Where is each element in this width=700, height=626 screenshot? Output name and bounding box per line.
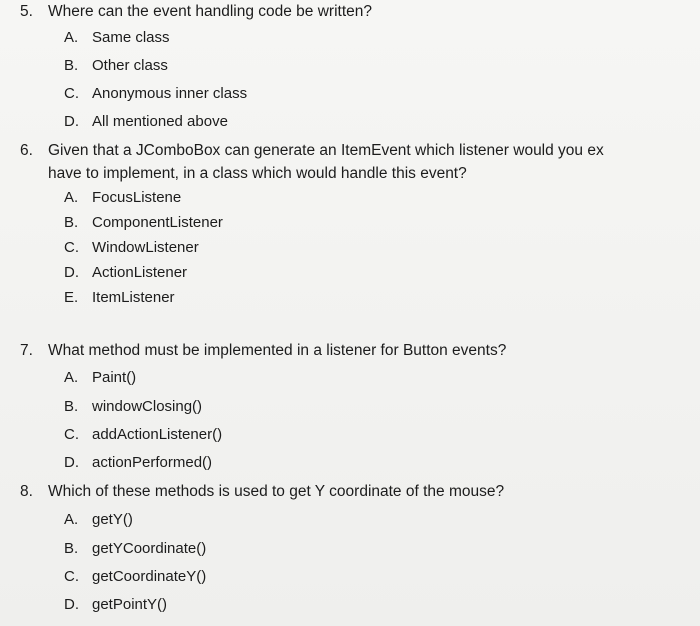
option-item	[64, 451, 212, 475]
option-letter: C.	[64, 426, 79, 443]
option-item	[64, 261, 187, 285]
option-letter: D.	[64, 596, 79, 613]
option-text: getPointY()	[92, 596, 168, 613]
option-text: ActionListener	[92, 264, 188, 281]
option-letter: D.	[64, 454, 79, 471]
option-text: Same class	[92, 29, 170, 46]
option-letter: B.	[64, 398, 79, 415]
option-text: getCoordinateY()	[92, 568, 207, 585]
question-number: 7.	[20, 342, 33, 359]
option-item	[64, 110, 228, 134]
question-number: 6.	[20, 142, 33, 159]
option-text: Other class	[92, 57, 168, 74]
option-item	[64, 211, 223, 235]
option-letter: C.	[64, 239, 79, 256]
question-number: 5.	[20, 3, 33, 20]
option-item	[64, 186, 181, 210]
option-letter: A.	[64, 511, 79, 528]
option-item	[64, 508, 133, 532]
option-item	[64, 366, 136, 390]
option-letter: B.	[64, 57, 79, 74]
option-text: All mentioned above	[92, 113, 228, 130]
option-letter: A.	[64, 189, 79, 206]
option-item	[64, 82, 247, 106]
question-text-continued: have to implement, in a class which would handle this event?	[48, 165, 467, 182]
question-6	[20, 139, 700, 163]
option-letter: D.	[64, 113, 79, 130]
question-text: Given that a JComboBox can generate an ItemEvent which listener would you ex	[48, 142, 604, 159]
option-letter: D.	[64, 264, 79, 281]
option-letter: B.	[64, 540, 79, 557]
option-item	[64, 395, 202, 419]
option-letter: A.	[64, 369, 79, 386]
option-item	[64, 26, 170, 50]
question-text: What method must be implemented in a listener for Button events?	[48, 342, 507, 359]
question-8	[20, 480, 700, 504]
option-letter: A.	[64, 29, 79, 46]
question-7	[20, 339, 700, 363]
option-text: WindowListener	[92, 239, 199, 256]
option-letter: C.	[64, 568, 79, 585]
question-text: Where can the event handling code be written?	[48, 3, 372, 20]
option-text: actionPerformed()	[92, 454, 213, 471]
option-text: FocusListene	[92, 189, 182, 206]
option-item	[64, 423, 222, 447]
option-letter: C.	[64, 85, 79, 102]
question-number: 8.	[20, 483, 33, 500]
option-text: ItemListener	[92, 289, 175, 306]
option-item	[64, 593, 167, 617]
option-text: Anonymous inner class	[92, 85, 248, 102]
question-text: Which of these methods is used to get Y coordinate of the mouse?	[48, 483, 505, 500]
option-item	[64, 286, 175, 310]
option-text: Paint()	[92, 369, 137, 386]
option-item	[64, 54, 168, 78]
option-letter: B.	[64, 214, 79, 231]
option-text: addActionListener()	[92, 426, 223, 443]
option-text: getY()	[92, 511, 133, 528]
option-text: windowClosing()	[92, 398, 203, 415]
option-item	[64, 537, 206, 561]
option-text: ComponentListener	[92, 214, 223, 231]
option-item	[64, 565, 206, 589]
question-5	[20, 0, 700, 24]
option-letter: E.	[64, 289, 79, 306]
option-item	[64, 236, 199, 260]
option-text: getYCoordinate()	[92, 540, 207, 557]
